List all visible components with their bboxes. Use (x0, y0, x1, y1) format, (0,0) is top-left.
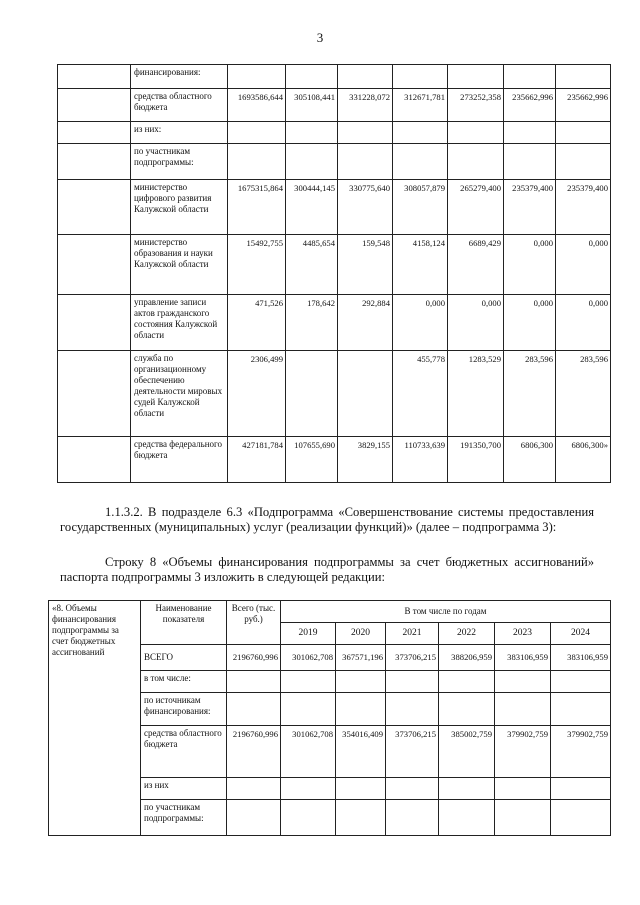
value-cell: 308057,879 (393, 180, 448, 235)
value-cell (336, 693, 386, 726)
value-cell (556, 65, 611, 89)
indicator-name: по источникам финансирования: (141, 693, 227, 726)
paragraph-line-8: Строку 8 «Объемы финансирования подпрограммы за счет бюджетных ассигнований» паспорта подпрограммы 3 изложить в следующей редакции: (60, 555, 594, 584)
blank-cell (58, 295, 131, 351)
value-cell (338, 65, 393, 89)
value-cell: 6806,300» (556, 437, 611, 483)
value-cell (386, 800, 439, 836)
value-cell: 1283,529 (448, 351, 504, 437)
value-cell: 455,778 (393, 351, 448, 437)
blank-cell (58, 437, 131, 483)
value-cell (551, 800, 611, 836)
table-row (58, 65, 611, 89)
value-cell: 305108,441 (286, 89, 338, 122)
indicator-name: служба по организационному обеспечению деятельности мировых судей Калужской области (131, 351, 228, 437)
value-cell: 159,548 (338, 235, 393, 295)
year-header: 2021 (386, 623, 439, 645)
value-cell (448, 144, 504, 180)
value-cell: 367571,196 (336, 645, 386, 671)
indicator-name: ВСЕГО (141, 645, 227, 671)
value-cell (504, 122, 556, 144)
value-cell (338, 351, 393, 437)
value-cell: 383106,959 (495, 645, 551, 671)
table-row (58, 295, 611, 351)
value-cell: 0,000 (504, 235, 556, 295)
value-cell (386, 671, 439, 693)
value-cell: 283,596 (556, 351, 611, 437)
col-header-name: Наименование показателя (141, 601, 227, 645)
value-cell (286, 351, 338, 437)
subprogram-3-funding-table (48, 600, 611, 836)
indicator-name: из них (141, 778, 227, 800)
indicator-name: средства областного бюджета (141, 726, 227, 778)
value-cell: 331228,072 (338, 89, 393, 122)
indicator-name: по участникам подпрограммы: (141, 800, 227, 836)
indicator-name: средства федерального бюджета (131, 437, 228, 483)
value-cell (393, 144, 448, 180)
indicator-name: по участникам подпрограммы: (131, 144, 228, 180)
value-cell: 301062,708 (281, 645, 336, 671)
table-row (58, 437, 611, 483)
value-cell: 178,642 (286, 295, 338, 351)
col-header-total: Всего (тыс. руб.) (227, 601, 281, 645)
value-cell: 471,526 (228, 295, 286, 351)
blank-cell (58, 89, 131, 122)
value-cell: 0,000 (393, 295, 448, 351)
value-cell: 379902,759 (551, 726, 611, 778)
col-header-years: В том числе по годам (281, 601, 611, 623)
value-cell: 235379,400 (504, 180, 556, 235)
value-cell: 385002,759 (439, 726, 495, 778)
value-cell: 4158,124 (393, 235, 448, 295)
value-cell (228, 65, 286, 89)
value-cell: 2196760,996 (227, 645, 281, 671)
value-cell (386, 778, 439, 800)
value-cell: 379902,759 (495, 726, 551, 778)
value-cell (338, 122, 393, 144)
value-cell: 6806,300 (504, 437, 556, 483)
value-cell: 427181,784 (228, 437, 286, 483)
value-cell: 383106,959 (551, 645, 611, 671)
value-cell (439, 778, 495, 800)
value-cell (286, 65, 338, 89)
funding-table-continuation (57, 64, 611, 483)
value-cell: 235662,996 (504, 89, 556, 122)
value-cell (227, 693, 281, 726)
value-cell (448, 65, 504, 89)
value-cell: 6689,429 (448, 235, 504, 295)
indicator-name: финансирования: (131, 65, 228, 89)
value-cell: 2196760,996 (227, 726, 281, 778)
value-cell (338, 144, 393, 180)
value-cell: 373706,215 (386, 645, 439, 671)
value-cell: 15492,755 (228, 235, 286, 295)
value-cell (556, 122, 611, 144)
value-cell (281, 693, 336, 726)
year-header: 2022 (439, 623, 495, 645)
value-cell (228, 122, 286, 144)
value-cell (556, 144, 611, 180)
value-cell: 354016,409 (336, 726, 386, 778)
value-cell (286, 122, 338, 144)
value-cell (495, 778, 551, 800)
value-cell: 1675315,864 (228, 180, 286, 235)
table-row (58, 235, 611, 295)
indicator-name: министерство образования и науки Калужской области (131, 235, 228, 295)
value-cell (495, 800, 551, 836)
table-row (58, 122, 611, 144)
value-cell (495, 671, 551, 693)
value-cell: 312671,781 (393, 89, 448, 122)
value-cell (336, 671, 386, 693)
value-cell: 388206,959 (439, 645, 495, 671)
page-number: 3 (316, 30, 324, 45)
value-cell (504, 65, 556, 89)
value-cell: 235662,996 (556, 89, 611, 122)
year-header: 2024 (551, 623, 611, 645)
indicator-name: министерство цифрового развития Калужской области (131, 180, 228, 235)
table-row (58, 89, 611, 122)
value-cell: 283,596 (504, 351, 556, 437)
value-cell (228, 144, 286, 180)
paragraph-1-1-3-2: 1.1.3.2. В подразделе 6.3 «Подпрограмма «Совершенствование системы предоставления государственных (муниципальных) услуг (реализации функций)» (далее – подпрограмма 3): (60, 505, 594, 534)
blank-cell (58, 65, 131, 89)
blank-cell (58, 180, 131, 235)
table-row (58, 144, 611, 180)
value-cell: 301062,708 (281, 726, 336, 778)
value-cell (281, 671, 336, 693)
value-cell: 265279,400 (448, 180, 504, 235)
year-header: 2020 (336, 623, 386, 645)
value-cell (551, 671, 611, 693)
table-row (58, 351, 611, 437)
value-cell (439, 671, 495, 693)
value-cell: 1693586,644 (228, 89, 286, 122)
value-cell: 235379,400 (556, 180, 611, 235)
value-cell: 0,000 (556, 295, 611, 351)
row-label: «8. Объемы финансирования подпрограммы за счет бюджетных ассигнований (52, 603, 119, 657)
value-cell (281, 778, 336, 800)
table-row (58, 180, 611, 235)
value-cell (286, 144, 338, 180)
value-cell (336, 800, 386, 836)
blank-cell (58, 122, 131, 144)
value-cell (551, 778, 611, 800)
value-cell: 107655,690 (286, 437, 338, 483)
value-cell: 373706,215 (386, 726, 439, 778)
indicator-name: из них: (131, 122, 228, 144)
value-cell (336, 778, 386, 800)
blank-cell (58, 235, 131, 295)
value-cell: 0,000 (448, 295, 504, 351)
indicator-name: средства областного бюджета (131, 89, 228, 122)
value-cell (281, 800, 336, 836)
value-cell: 0,000 (504, 295, 556, 351)
year-header: 2023 (495, 623, 551, 645)
value-cell (551, 693, 611, 726)
value-cell (227, 671, 281, 693)
value-cell: 4485,654 (286, 235, 338, 295)
value-cell (393, 122, 448, 144)
indicator-name: управление записи актов гражданского состояния Калужской области (131, 295, 228, 351)
value-cell: 110733,639 (393, 437, 448, 483)
row-label-cell (49, 601, 141, 836)
value-cell: 2306,499 (228, 351, 286, 437)
value-cell: 191350,700 (448, 437, 504, 483)
value-cell (227, 800, 281, 836)
value-cell (393, 65, 448, 89)
value-cell (439, 693, 495, 726)
blank-cell (58, 144, 131, 180)
value-cell: 0,000 (556, 235, 611, 295)
year-header: 2019 (281, 623, 336, 645)
value-cell (495, 693, 551, 726)
value-cell (227, 778, 281, 800)
blank-cell (58, 351, 131, 437)
value-cell: 273252,358 (448, 89, 504, 122)
value-cell: 330775,640 (338, 180, 393, 235)
value-cell (386, 693, 439, 726)
value-cell (504, 144, 556, 180)
value-cell (448, 122, 504, 144)
value-cell: 3829,155 (338, 437, 393, 483)
indicator-name: в том числе: (141, 671, 227, 693)
value-cell (439, 800, 495, 836)
value-cell: 292,884 (338, 295, 393, 351)
value-cell: 300444,145 (286, 180, 338, 235)
